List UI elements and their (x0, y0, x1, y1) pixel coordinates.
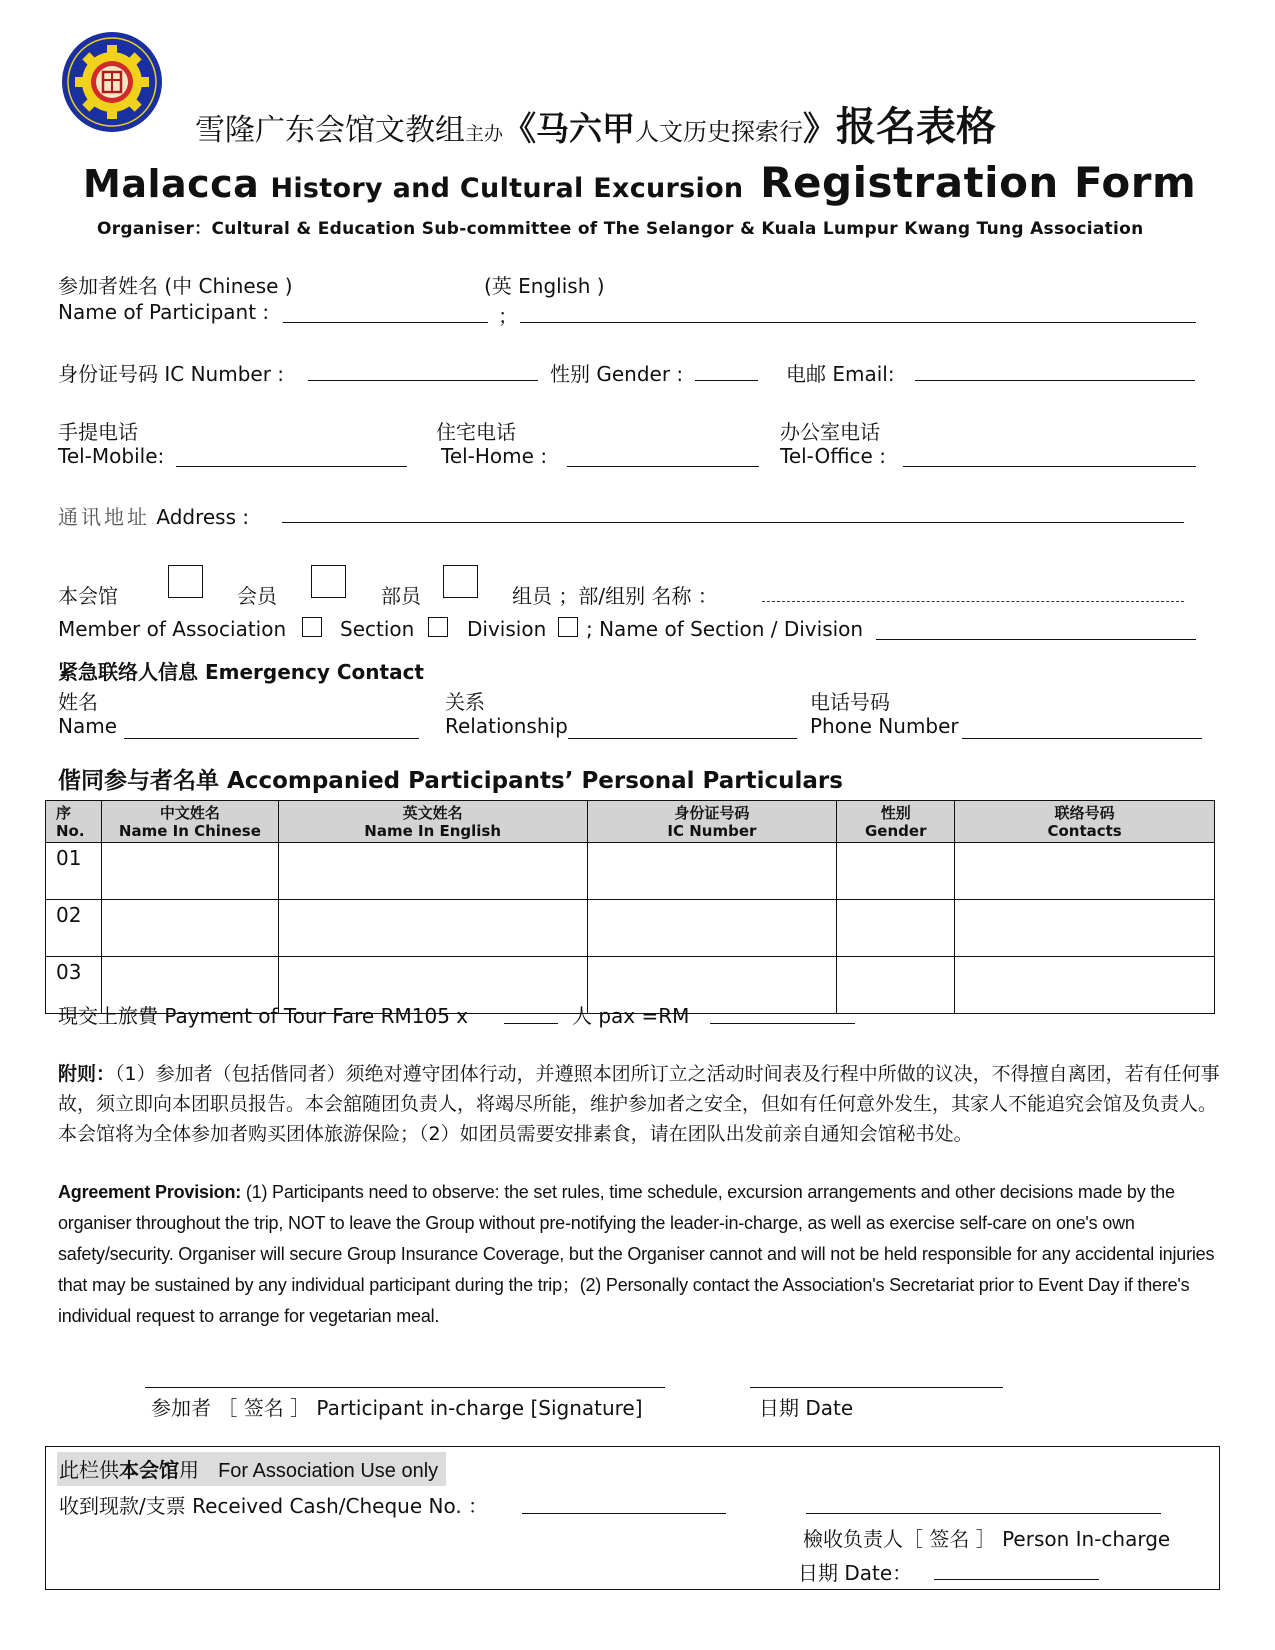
received-cash-label: 收到现款/支票 Received Cash/Cheque No. ： (59, 1494, 489, 1518)
payment-pax-label: 人 pax =RM (572, 1004, 690, 1028)
emergency-phone-cn: 电话号码 (810, 690, 890, 714)
emergency-relationship-label: Relationship (445, 714, 568, 738)
column-header-no: 序 No. (46, 801, 102, 843)
cell-name-chinese[interactable] (101, 900, 278, 957)
cell-gender[interactable] (837, 900, 955, 957)
membership-en-name: ; Name of Section / Division (586, 617, 864, 641)
cell-ic-number[interactable] (587, 843, 837, 900)
cell-name-english[interactable] (278, 900, 587, 957)
emergency-relationship-field[interactable] (568, 738, 797, 739)
cell-gender[interactable] (837, 843, 955, 900)
pax-count-field[interactable] (504, 1023, 558, 1024)
column-header-name-chinese: 中文姓名 Name In Chinese (101, 801, 278, 843)
participant-signature-label: 参加者 ［ 签名 ］ Participant in-charge [Signature] (151, 1396, 643, 1420)
title-chinese: 雪隆广东会馆文教组主办《马六甲人文历史探索行》报名表格 (195, 103, 997, 150)
home-field[interactable] (567, 466, 759, 467)
email-label: 电邮 Email: (786, 362, 895, 386)
name-participant-label: Name of Participant : (58, 300, 270, 324)
division-name-field[interactable] (876, 639, 1196, 640)
association-logo (60, 30, 164, 134)
cell-gender[interactable] (837, 957, 955, 1014)
cell-name-chinese[interactable] (101, 843, 278, 900)
membership-cn-member: 会员 (237, 584, 277, 608)
ic-number-field[interactable] (308, 380, 538, 381)
person-in-charge-signature-field[interactable] (806, 1513, 1161, 1514)
column-header-gender: 性别 Gender (837, 801, 955, 843)
division-checkbox-large[interactable] (443, 565, 478, 598)
association-use-box (45, 1446, 1220, 1590)
association-date-label: 日期 Date： (798, 1561, 913, 1585)
cell-contacts[interactable] (955, 957, 1215, 1014)
home-cn-label: 住宅电话 (436, 420, 516, 444)
emergency-name-field[interactable] (124, 738, 419, 739)
mobile-field[interactable] (176, 466, 407, 467)
emergency-name-label: Name (58, 714, 118, 738)
table-header-row (46, 801, 1215, 843)
cell-name-english[interactable] (278, 843, 587, 900)
membership-cn-section: 部员 (381, 584, 421, 608)
person-in-charge-label: 檢收负责人［ 签名 ］ Person In-charge (803, 1527, 1171, 1551)
received-cash-field[interactable] (522, 1513, 726, 1514)
name-chinese-label: 参加者姓名 (中 Chinese ) (58, 274, 293, 298)
membership-en-division: Division (467, 617, 547, 641)
association-date-field[interactable] (934, 1579, 1099, 1580)
address-field[interactable] (282, 522, 1184, 523)
emergency-phone-field[interactable] (962, 738, 1202, 739)
office-label: Tel-Office : (780, 444, 886, 468)
payment-total-field[interactable] (710, 1023, 855, 1024)
table-row (46, 900, 1215, 957)
signature-date-label: 日期 Date (759, 1396, 854, 1420)
membership-cn-association: 本会馆 (58, 584, 118, 608)
email-field[interactable] (915, 380, 1195, 381)
name-chinese-field[interactable] (283, 322, 488, 323)
cell-contacts[interactable] (955, 900, 1215, 957)
emergency-name-cn: 姓名 (58, 690, 98, 714)
member-checkbox-large[interactable] (168, 565, 203, 598)
division-checkbox[interactable] (558, 617, 578, 637)
name-english-label: (英 English ) (484, 274, 605, 298)
organiser-line: Organiser：Cultural & Education Sub-committee of The Selangor & Kuala Lumpur Kwang Tung Association (97, 219, 1144, 239)
emergency-rel-cn: 关系 (445, 690, 485, 714)
signature-date-field[interactable] (750, 1387, 1003, 1388)
notes-english: Agreement Provision: (1) Participants need to observe: the set rules, time schedule, excursion arrangements and other decisions made by the organiser throughout the trip, NOT to leave the Group without pre-notifying the leader-in-charge, as well as exercise self-care on one's own safety/security. Organiser will secure Group Insurance Coverage, but the Organiser cannot and will not be held responsible for any accidental injuries that may be sustained by any individual participant during the trip；(2) Personally contact the Association's Secretariat prior to Event Day if there's individual request to arrange for vegetarian meal. (58, 1182, 1215, 1326)
title-english: Malacca History and Cultural Excursion Registration Form (83, 158, 1197, 207)
accompanied-table (45, 800, 1215, 1014)
table-row (46, 843, 1215, 900)
mobile-cn-label: 手提电话 (58, 420, 138, 444)
emergency-phone-label: Phone Number (810, 714, 959, 738)
section-checkbox[interactable] (428, 617, 448, 637)
ic-number-label: 身份证号码 IC Number : (58, 362, 285, 386)
division-name-cn-field[interactable] (762, 601, 1184, 602)
column-header-contacts: 联络号码 Contacts (955, 801, 1215, 843)
membership-en-section: Section (340, 617, 415, 641)
gender-field[interactable] (695, 380, 758, 381)
association-use-header: 此栏供本会馆用 For Association Use only (57, 1452, 446, 1486)
mobile-label: Tel-Mobile: (58, 444, 165, 468)
row-number: 02 (46, 900, 102, 957)
membership-cn-division: 组员 ；部/组别 名称 ： (512, 584, 718, 608)
gender-label: 性别 Gender : (550, 362, 684, 386)
row-number: 01 (46, 843, 102, 900)
accompanied-title: 偕同参与者名单 Accompanied Participants’ Personal Particulars (58, 768, 843, 794)
participant-signature-field[interactable] (145, 1387, 665, 1388)
address-label: 通讯地址 Address : (58, 505, 250, 529)
column-header-name-english: 英文姓名 Name In English (278, 801, 587, 843)
name-english-field[interactable] (520, 322, 1196, 323)
row-number: 03 (46, 957, 102, 1014)
column-header-ic-number: 身份证号码 IC Number (587, 801, 837, 843)
cell-ic-number[interactable] (587, 900, 837, 957)
office-cn-label: 办公室电话 (780, 420, 880, 444)
membership-en-association: Member of Association (58, 617, 287, 641)
office-field[interactable] (903, 466, 1196, 467)
notes-chinese: 附则：（1）参加者（包括偕同者）须绝对遵守团体行动，并遵照本团所订立之活动时间表及行程中所做的议决，不得擅自离团，若有任何事故，须立即向本团职员报告。本会舘随团负责人，将竭尽所能，维护参加者之安全，但如有任何意外发生，其家人不能追究会馆及负责人。本会馆将为全体参加者购买团体旅游保险；（2）如团员需要安排素食，请在团队出发前亲自通知会馆秘书处。 (58, 1063, 1220, 1145)
member-checkbox[interactable] (302, 617, 322, 637)
name-separator: ； (498, 304, 518, 328)
emergency-contact-title: 紧急联络人信息 Emergency Contact (58, 660, 424, 684)
payment-label: 現交上旅費 Payment of Tour Fare RM105 x (58, 1004, 469, 1028)
cell-contacts[interactable] (955, 843, 1215, 900)
home-label: Tel-Home : (441, 444, 548, 468)
section-checkbox-large[interactable] (311, 565, 346, 598)
